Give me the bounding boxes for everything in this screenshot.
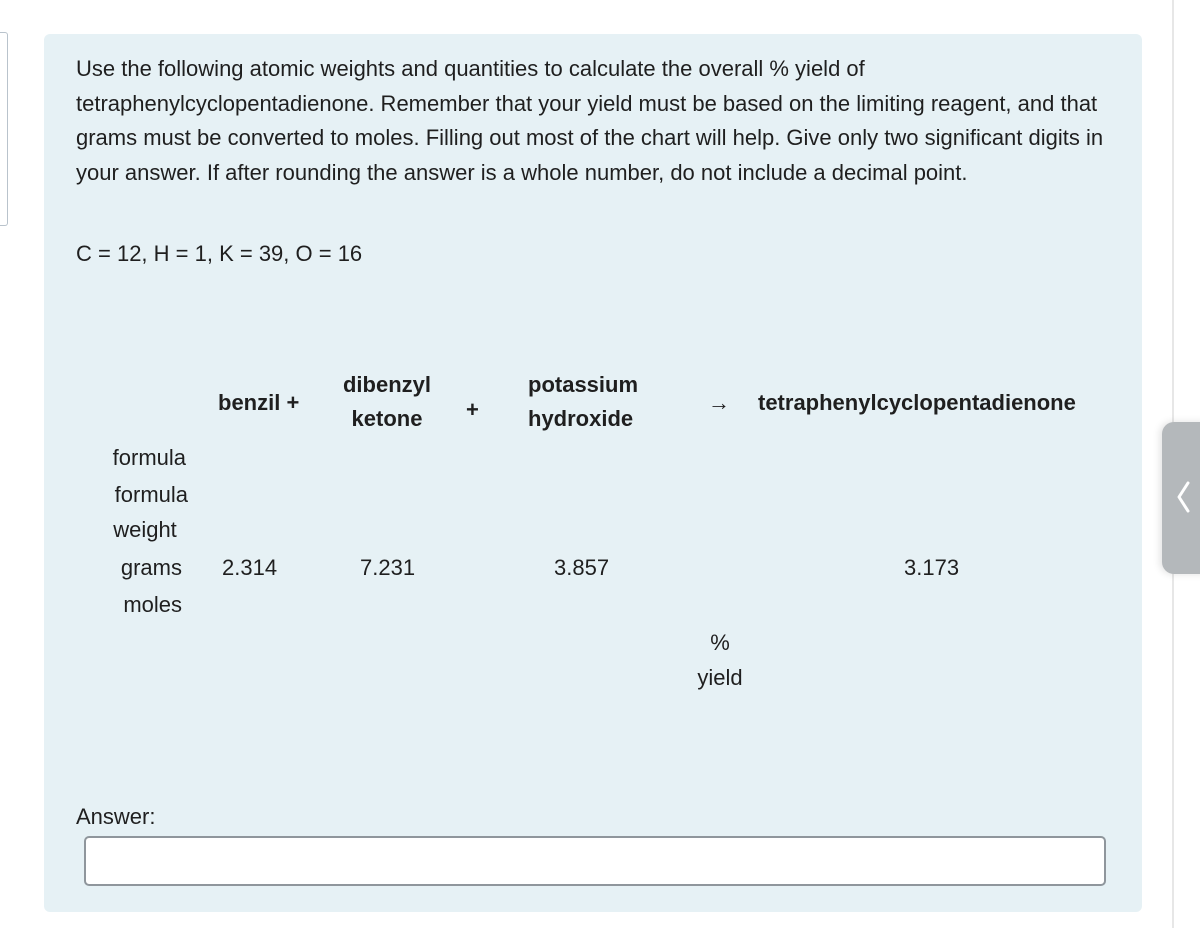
- question-prompt: Use the following atomic weights and quantities to calculate the overall % yield of tetraphenylcyclopentadienone. Remember that your yield must be based on the limiting reagent, and that grams must be converted to moles. Filling out most of the chart will help. Give only two significant digits in your answer. If after rounding the answer is a whole number, do not include a decimal point.: [76, 56, 1104, 185]
- reactant-koh-line2: hydroxide: [528, 406, 634, 431]
- row-label-formula-weight-1: formula: [114, 482, 188, 507]
- answer-label: Answer:: [76, 804, 156, 829]
- question-card: [44, 34, 1142, 912]
- percent-yield-label: yield: [697, 665, 743, 690]
- reactant-benzil: benzil +: [218, 390, 300, 415]
- row-label-moles: moles: [123, 592, 182, 617]
- reactant-dibenzyl-line1: dibenzyl: [342, 372, 431, 397]
- row-label-grams: grams: [120, 555, 182, 580]
- grams-dibenzyl-ketone: 7.231: [360, 555, 416, 580]
- plus-sign: +: [466, 397, 479, 422]
- product-name: tetraphenylcyclopentadienone: [758, 390, 1076, 415]
- percent-yield-symbol: %: [710, 630, 730, 655]
- row-label-formula-weight-2: weight: [113, 517, 177, 542]
- side-panel-toggle[interactable]: [1162, 422, 1200, 574]
- left-panel-edge: [0, 32, 8, 226]
- grams-product: 3.173: [904, 555, 960, 580]
- grams-benzil: 2.314: [222, 555, 278, 580]
- answer-input[interactable]: [84, 836, 1106, 886]
- reactant-dibenzyl-line2: ketone: [351, 406, 423, 431]
- reaction-arrow: →: [708, 390, 730, 415]
- reactant-koh-line1: potassium: [528, 372, 639, 397]
- row-label-formula: formula: [112, 445, 186, 470]
- grams-potassium-hydroxide: 3.857: [554, 555, 610, 580]
- chevron-left-icon: [1174, 480, 1194, 514]
- atomic-weights: C = 12, H = 1, K = 39, O = 16: [76, 241, 363, 266]
